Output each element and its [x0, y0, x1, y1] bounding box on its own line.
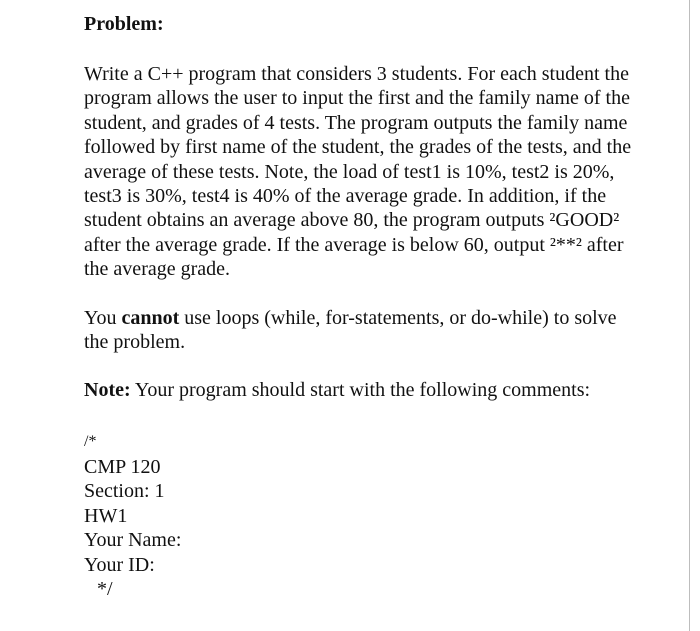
- constraint-prefix: You: [84, 306, 122, 329]
- problem-title: Problem:: [84, 13, 164, 35]
- comment-course: CMP 120: [84, 455, 161, 478]
- comment-id: Your ID:: [84, 553, 155, 576]
- note-paragraph: [84, 378, 644, 402]
- note-label: Note:: [84, 379, 131, 402]
- comment-name: Your Name:: [84, 529, 182, 552]
- constraint-suffix: use loops (while, for-statements, or do-while) to solve the problem.: [84, 306, 617, 354]
- comment-block: [84, 429, 644, 602]
- comment-homework: HW1: [84, 504, 128, 527]
- problem-description: Write a C++ program that considers 3 students. For each student the program allows the user to input the first and the family name of the student, and grades of 4 tests. The program outputs the family name followed by first name of the student, the grades of the tests, and the average of these tests. Note, the load of test1 is 10%, test2 is 20%, test3 is 30%, test4 is 40% of the average grade. In addition, if the student obtains an average above 80, the program outputs ²GOOD² after the average grade. If the average is below 60, output ²**² after the average grade.: [84, 63, 632, 281]
- page-edge-line: [689, 0, 690, 631]
- constraint-emphasis: cannot: [121, 306, 180, 329]
- comment-section: Section: 1: [84, 480, 165, 503]
- constraint-paragraph: [84, 306, 644, 355]
- note-text: Your program should start with the following comments:: [130, 379, 591, 402]
- comment-close: */: [97, 578, 113, 601]
- problem-document: [84, 12, 644, 602]
- comment-open: /*: [84, 432, 97, 450]
